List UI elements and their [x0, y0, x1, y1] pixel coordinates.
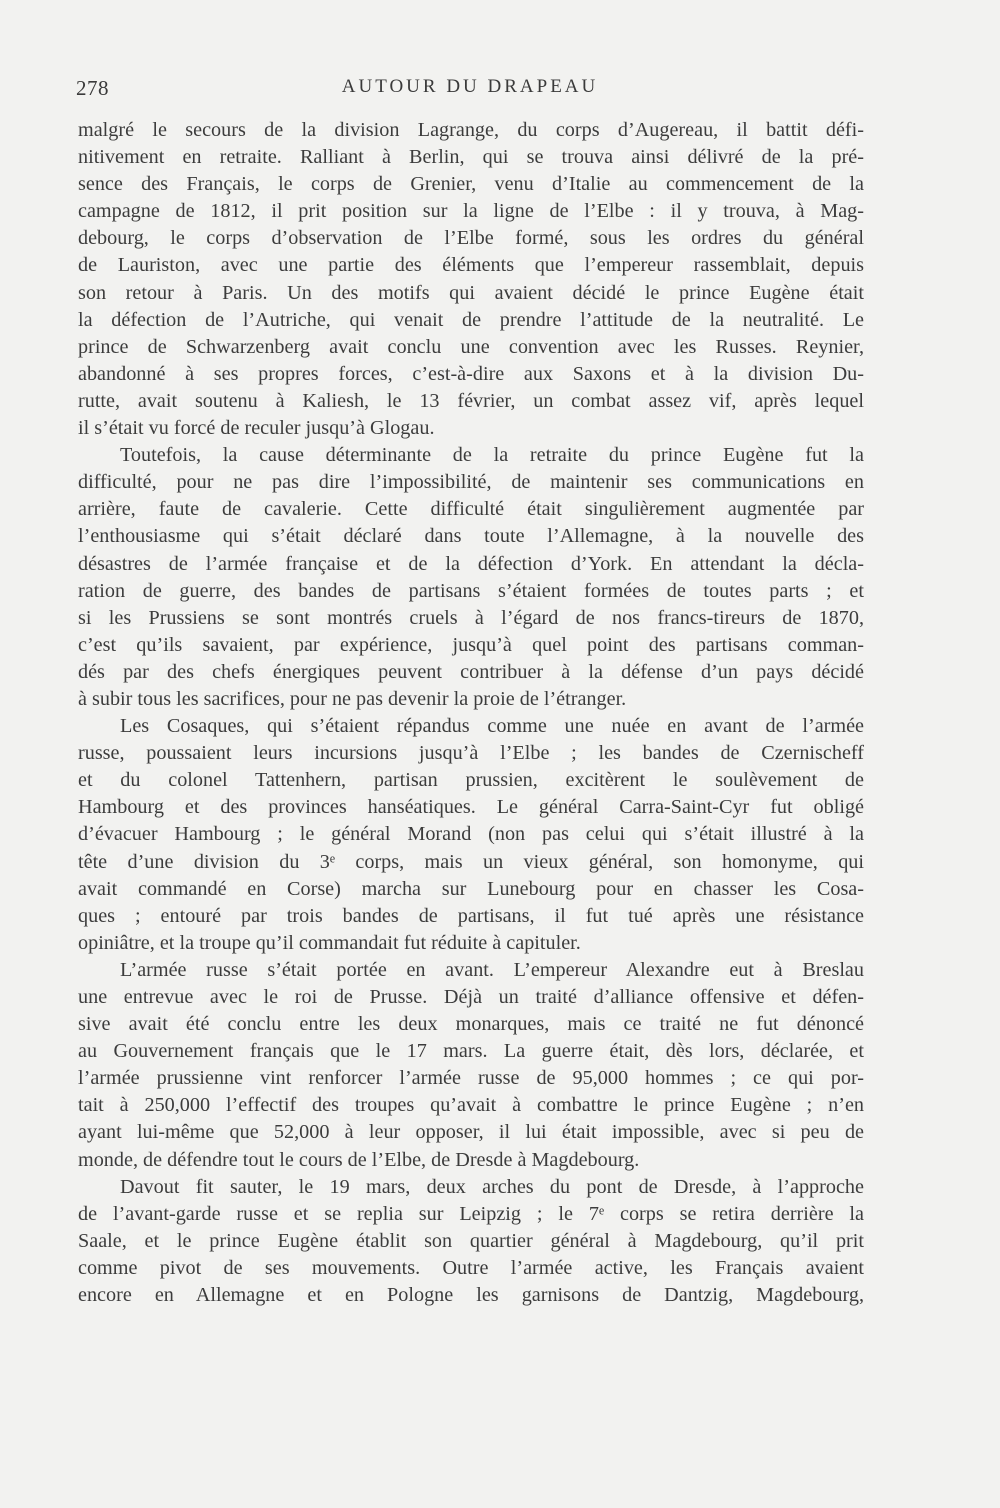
text-line: sence des Français, le corps de Grenier, venu d’Italie au commencement de la — [78, 173, 864, 196]
text-line: comme pivot de ses mouvements. Outre l’armée active, les Français avaient — [78, 1256, 864, 1279]
text-line: ayant lui-même que 52,000 à leur opposer, il lui était impossible, avec si peu de — [78, 1121, 864, 1144]
text-line: la défection de l’Autriche, qui venait de prendre l’attitude de la neutralité. Le — [78, 308, 864, 331]
text-line: difficulté, pour ne pas dire l’impossibilité, de maintenir ses communications en — [78, 471, 864, 494]
page-header — [76, 76, 864, 106]
running-head: AUTOUR DU DRAPEAU — [341, 76, 599, 97]
text-line: il s’était vu forcé de reculer jusqu’à Glogau. — [78, 417, 435, 440]
text-line: dés par des chefs énergiques peuvent contribuer à la défense d’un pays décidé — [78, 660, 864, 683]
text-line: Saale, et le prince Eugène établit son quartier général à Magdebourg, qu’il prit — [78, 1229, 864, 1252]
text-line: sive avait été conclu entre les deux monarques, mais ce traité ne fut dénoncé — [78, 1013, 864, 1036]
paragraph — [78, 442, 864, 713]
text-line: à subir tous les sacrifices, pour ne pas devenir la proie de l’étranger. — [78, 687, 627, 710]
text-line: d’évacuer Hambourg ; le général Morand (non pas celui qui s’était illustré à la — [78, 823, 864, 846]
text-line: l’enthousiasme qui s’était déclaré dans toute l’Allemagne, à la nouvelle des — [78, 525, 864, 548]
text-line: de Lauriston, avec une partie des éléments que l’empereur rassemblait, depuis — [78, 254, 864, 277]
text-line: campagne de 1812, il prit position sur la ligne de l’Elbe : il y trouva, à Mag- — [78, 200, 864, 223]
text-line: prince de Schwarzenberg avait conclu une convention avec les Russes. Reynier, — [78, 335, 864, 358]
body-text — [78, 117, 864, 1309]
paragraph — [78, 713, 864, 957]
text-line: monde, de défendre tout le cours de l’Elbe, de Dresde à Magdebourg. — [78, 1148, 640, 1171]
text-line: L’armée russe s’était portée en avant. L’empereur Alexandre eut à Breslau — [120, 958, 864, 981]
text-line: ques ; entouré par trois bandes de partisans, il fut tué après une résistance — [78, 904, 864, 927]
text-line: opiniâtre, et la troupe qu’il commandait fut réduite à capituler. — [78, 931, 581, 954]
text-line: c’est qu’ils savaient, par expérience, jusqu’à quel point des partisans comman- — [78, 633, 864, 656]
text-line: Les Cosaques, qui s’étaient répandus comme une nuée en avant de l’armée — [120, 715, 864, 738]
text-line: tête d’une division du 3ᵉ corps, mais un vieux général, son homonyme, qui — [78, 850, 864, 873]
paragraph — [78, 117, 864, 442]
text-line: encore en Allemagne et en Pologne les garnisons de Dantzig, Magdebourg, — [78, 1284, 864, 1307]
paragraph — [78, 1174, 864, 1309]
text-line: debourg, le corps d’observation de l’Elbe formé, sous les ordres du général — [78, 227, 864, 250]
text-line: désastres de l’armée française et de la défection d’York. En attendant la décla- — [78, 552, 864, 575]
text-line: l’armée prussienne vint renforcer l’armée russe de 95,000 hommes ; ce qui por- — [78, 1067, 864, 1090]
text-line: abandonné à ses propres forces, c’est-à-dire aux Saxons et à la division Du- — [78, 362, 864, 385]
text-line: tait à 250,000 l’effectif des troupes qu’avait à combattre le prince Eugène ; n’en — [78, 1094, 864, 1117]
text-line: Hambourg et des provinces hanséatiques. Le général Carra-Saint-Cyr fut obligé — [78, 796, 864, 819]
text-line: rutte, avait soutenu à Kaliesh, le 13 février, un combat assez vif, après lequel — [78, 389, 864, 412]
text-line: si les Prussiens se sont montrés cruels à l’égard de nos francs-tireurs de 1870, — [78, 606, 864, 629]
text-line: au Gouvernement français que le 17 mars. La guerre était, dès lors, déclarée, et — [78, 1040, 864, 1063]
page-number: 278 — [76, 76, 109, 100]
text-line: Toutefois, la cause déterminante de la retraite du prince Eugène fut la — [120, 444, 864, 467]
text-line: et du colonel Tattenhern, partisan prussien, excitèrent le soulèvement de — [78, 769, 864, 792]
text-line: arrière, faute de cavalerie. Cette difficulté était singulièrement augmentée par — [78, 498, 864, 521]
text-line: Davout fit sauter, le 19 mars, deux arches du pont de Dresde, à l’approche — [120, 1175, 864, 1198]
text-line: son retour à Paris. Un des motifs qui avaient décidé le prince Eugène était — [78, 281, 864, 304]
text-line: une entrevue avec le roi de Prusse. Déjà un traité d’alliance offensive et défen- — [78, 986, 864, 1008]
text-line: malgré le secours de la division Lagrange, du corps d’Augereau, il battit défi- — [78, 119, 864, 141]
text-line: russe, poussaient leurs incursions jusqu’à l’Elbe ; les bandes de Czernischeff — [78, 742, 864, 765]
paragraph — [78, 957, 864, 1174]
text-line: de l’avant-garde russe et se replia sur Leipzig ; le 7ᵉ corps se retira derrière la — [78, 1202, 864, 1225]
text-line: avait commandé en Corse) marcha sur Lunebourg pour en chasser les Cosa- — [78, 877, 864, 900]
text-line: ration de guerre, des bandes de partisans s’étaient formées de toutes parts ; et — [78, 579, 864, 602]
text-line: nitivement en retraite. Ralliant à Berlin, qui se trouva ainsi délivré de la pré- — [78, 146, 864, 169]
